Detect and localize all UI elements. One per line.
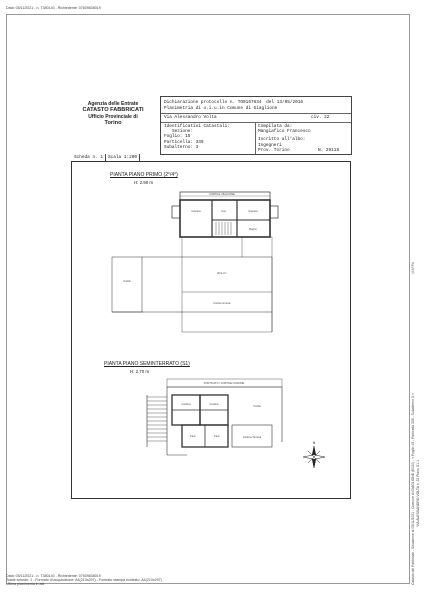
footer [6, 574, 326, 587]
agency-line-2: CATASTO FABBRICATI [82, 107, 144, 114]
svg-text:PORTICATO / CORTILE COMUNE: PORTICATO / CORTILE COMUNE [203, 382, 245, 385]
del-date: 13/05/2016 [276, 100, 304, 105]
footer-line-3: Ultima planimetria in atti [6, 582, 45, 587]
dichiarazione-number: TO0167634 [237, 100, 262, 105]
svg-text:Cuc.: Cuc. [221, 210, 227, 213]
sezione-text: Sezione: [172, 129, 194, 135]
svg-text:Bagno: Bagno [249, 228, 257, 231]
right-strip-line-1: Catasto dei Fabbricati - Situazione al 05/11/2021 - Comune di GIAGLIONE (E020) - < Foglio 15 - Particella 339 - Subalterno 3 > [411, 393, 415, 585]
svg-text:Cantina Terrena: Cantina Terrena [242, 436, 262, 439]
svg-text:Cortile: Cortile [123, 280, 131, 283]
svg-text:Cant.: Cant. [189, 435, 197, 438]
identificativi-block [164, 124, 252, 150]
svg-text:N: N [312, 441, 316, 445]
prov-text: Prov. Torino [258, 148, 290, 153]
svg-text:Camera: Camera [191, 210, 201, 213]
scale-divider [105, 154, 106, 161]
basement-height: H: 2.70 m [130, 369, 150, 374]
footer-line-1: Data: 05/11/2021 - n. T380140 - Richiedente: 07609838019 [6, 574, 101, 578]
svg-text:CORTILE / BALCONE: CORTILE / BALCONE [209, 193, 235, 196]
first-floor-height: H: 2.90 m [134, 180, 154, 185]
foglio-text: Foglio: 15 [164, 134, 191, 140]
svg-text:Cortile comune: Cortile comune [213, 302, 231, 305]
ident-label: Identificativi Catastali: [164, 124, 230, 129]
agency-line-4: Torino [104, 120, 122, 127]
basement-plan [72, 367, 350, 498]
svg-text:Cantina: Cantina [181, 403, 191, 406]
info-divider-1 [161, 113, 351, 114]
particella-text: Particella: 339 [164, 139, 204, 145]
agency-line-1: Agenzia delle Entrate [87, 101, 139, 107]
footer-line-2: Totale schede: 1 - Formato di acquisizione: A4(210x297) - Formato stampa richiesto: A4(210x297) [6, 578, 162, 583]
first-floor-plan [72, 162, 350, 352]
subalterno-text: Subalterno: 3 [164, 144, 199, 150]
del-label: del [266, 100, 275, 105]
scala-text: Scala 1:200 [108, 155, 137, 160]
declaration-info-box [160, 96, 352, 155]
svg-text:Cantina: Cantina [209, 403, 219, 406]
agency-block [72, 101, 154, 127]
civ-text: civ. 22 [311, 115, 330, 120]
svg-text:Camera: Camera [248, 210, 258, 213]
iscritto-label: Iscritto all'albo: [258, 137, 306, 143]
first-floor-title: PIANTA PIANO PRIMO (2°/4°) [110, 172, 178, 178]
compilata-block [258, 124, 348, 148]
via-text: Via Alessandro Volta [164, 115, 217, 120]
right-side-label: MAPPA [411, 262, 415, 274]
agency-line-3: Ufficio Provinciale di [88, 113, 138, 120]
north-arrow [303, 441, 325, 468]
svg-text:Cortile: Cortile [253, 405, 261, 408]
compilata-label: Compilata da: [258, 124, 293, 129]
svg-text:Altra U.I.: Altra U.I. [216, 272, 228, 275]
scheda-text: Scheda n. 1 [74, 155, 103, 160]
header-top-text: Data: 05/11/2021 - n. T380140 - Richiedente: 07609838019 [6, 6, 101, 10]
iscritto-value: Ingegneri [258, 142, 282, 148]
info-divider-2 [161, 122, 351, 123]
scale-divider-2 [139, 154, 140, 161]
drawing-sheet [71, 161, 351, 499]
info-divider-vertical [255, 122, 256, 154]
svg-text:Cant.: Cant. [213, 435, 221, 438]
planimetria-text: Planimetria di u.i.u.in Comune di Giaglione [164, 106, 278, 111]
basement-title: PIANTA PIANO SEMINTERRATO (S1) [104, 361, 190, 367]
num-text: N. 29118 [318, 148, 340, 153]
dichiarazione-label: Dichiarazione protocollo n. [164, 100, 236, 105]
compilata-name: Mangiafico Francesco [258, 129, 311, 135]
right-strip-line-2: VIA ALESSANDRO VOLTA n. 22 Piano S1-1 [416, 460, 420, 527]
